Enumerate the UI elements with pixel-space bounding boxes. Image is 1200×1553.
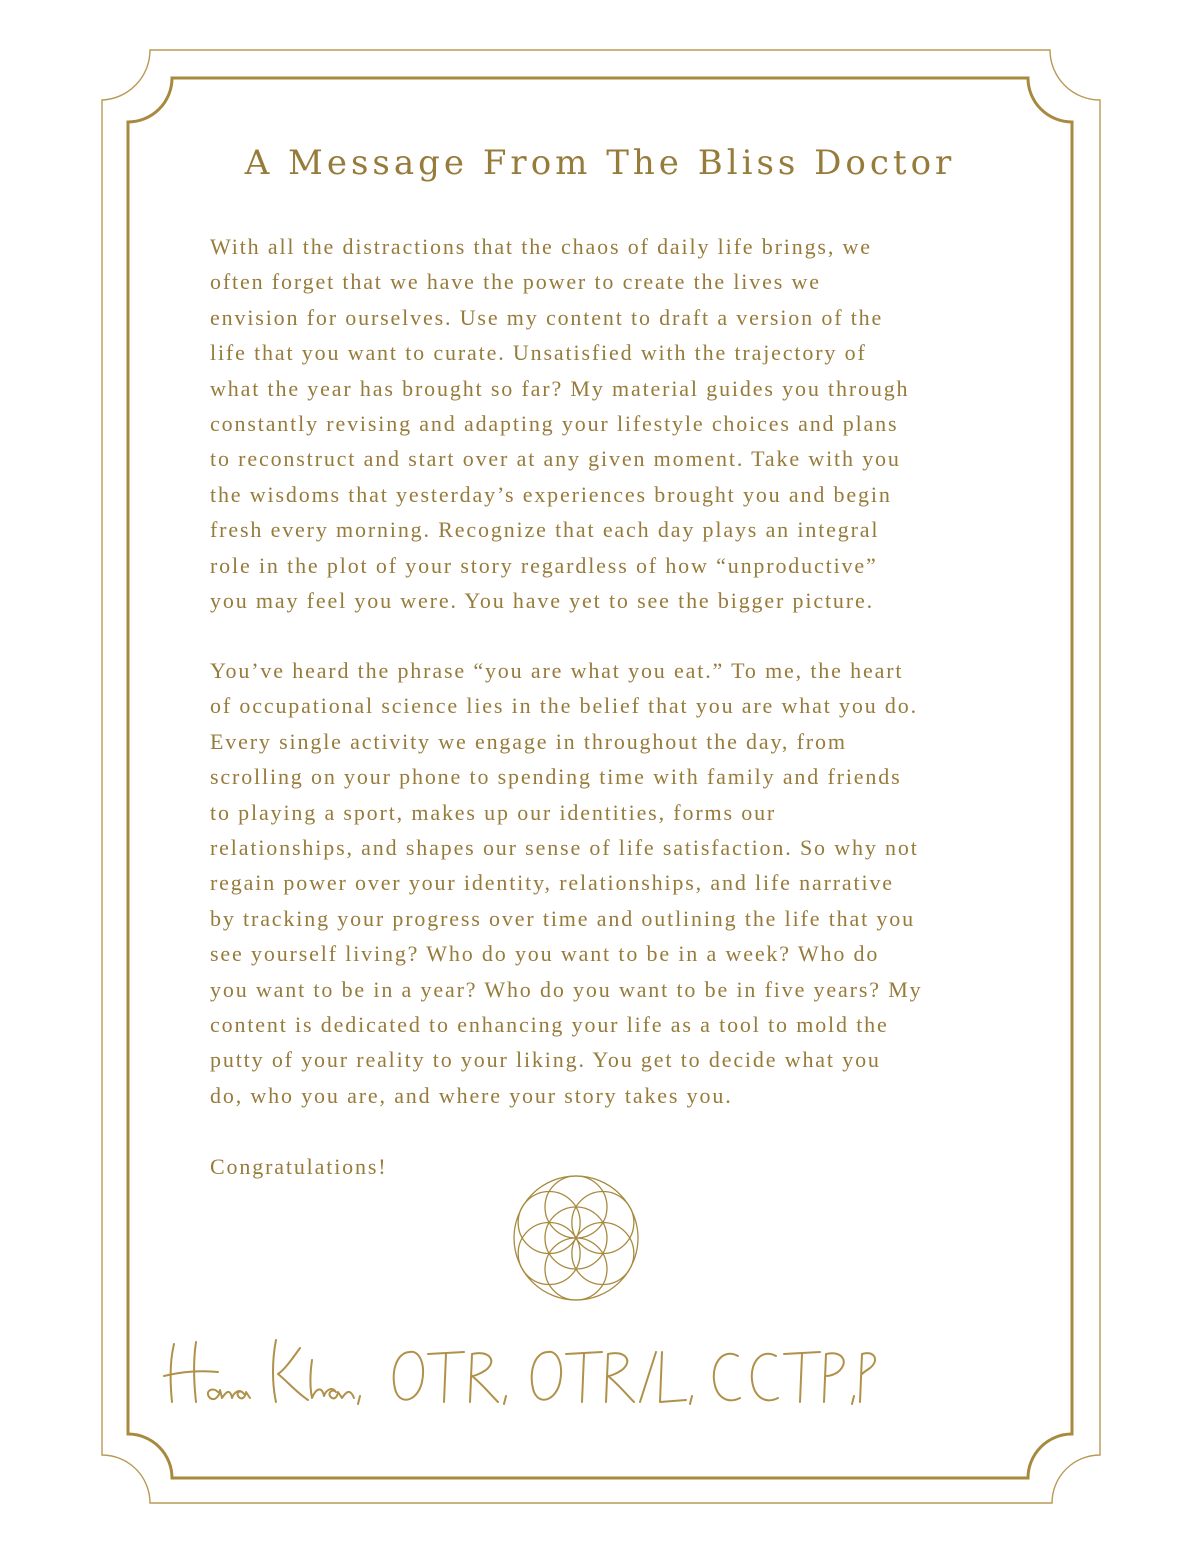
flower-of-life-icon (510, 1172, 642, 1304)
handwritten-signature (160, 1330, 880, 1410)
intro-paragraph: With all the distractions that the chaos of daily life brings, we often forget that we have the power to create the lives we envision for ourselves. Use my content to draft a version of the life that you want to curate. Unsatisfied with the trajectory of what the year has brought so far? My material guides you through constantly revising and adapting your lifestyle choices and plans to reconstruct and start over at any given moment. Take with you the wisdoms that yesterday’s experiences brought you and begin fresh every morning. Recognize that each day plays an integral role in the plot of your story regardless of how “unproductive” you may feel you were. You have yet to see the bigger picture. (210, 234, 910, 614)
page-title: A Message From The Bliss Doctor (244, 143, 956, 183)
closing-text: Congratulations! (210, 1154, 388, 1179)
occupational-science-paragraph: You’ve heard the phrase “you are what you eat.” To me, the heart of occupational science lies in the belief that you are what you do. Every single activity we engage in throughout the day, from scrolling on your phone to spending time with family and friends to playing a sport, makes up our identities, forms our relationships, and shapes our sense of life satisfaction. So why not regain power over your identity, relationships, and life narrative by tracking your progress over time and outlining the life that you see yourself living? Who do you want to be in a week? Who do you want to be in a year? Who do you want to be in five years? My content is dedicated to enhancing your life as a tool to mold the putty of your reality to your liking. You get to decide what you do, who you are, and where your story takes you. (210, 658, 923, 1108)
